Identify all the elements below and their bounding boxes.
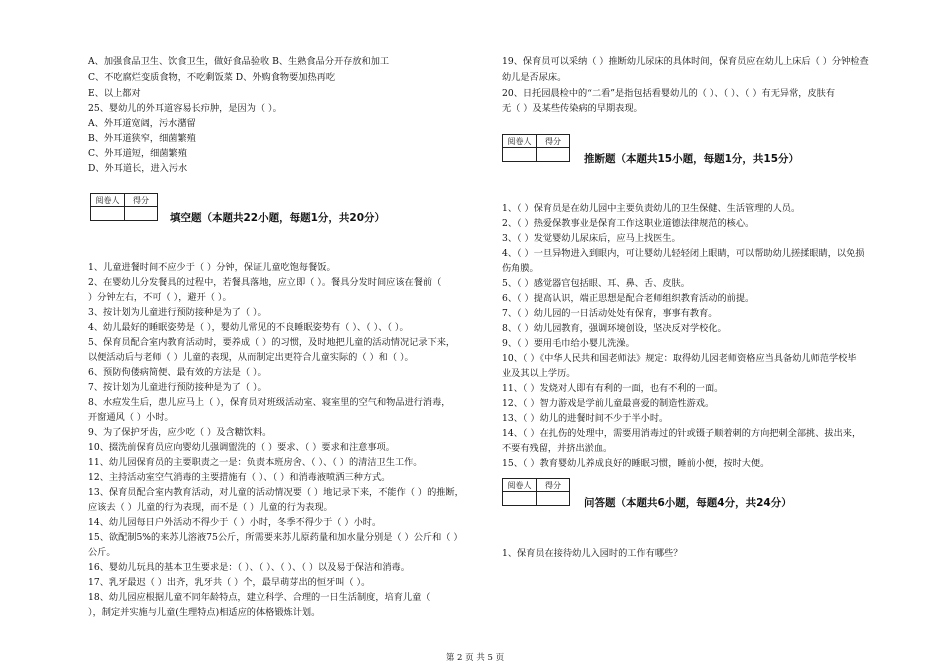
question-line: 1、儿童进餐时间不应少于（ ）分钟，保证儿童吃饱每餐饭。 bbox=[88, 262, 336, 273]
question-line: 11、（ ）发烧对人即有有利的一面，也有不利的一面。 bbox=[502, 383, 724, 394]
question-line: 7、（ ）幼儿园的一日活动处处有保育，事事有教育。 bbox=[502, 308, 718, 319]
question-line: 16、婴幼儿玩具的基本卫生要求是：（ ）、（ ）、（ ）、（ ）以及易于保洁和消毒。 bbox=[88, 562, 410, 573]
option-line: A、加强食品卫生、饮食卫生，做好食品验收 B、生熟食品分开存放和加工 bbox=[88, 56, 390, 67]
question-line: 4、幼儿最好的睡眠姿势是（ ），婴幼儿常见的不良睡眠姿势有（ ）、（ ）、（ ）。 bbox=[88, 322, 409, 333]
question-line: 13、保育员配合室内教育活动，对儿童的活动情况要（ ）地记录下来，不能作（ ）的推断， bbox=[88, 487, 464, 498]
question-line: 7、按计划为儿童进行预防接种是为了（ ）。 bbox=[88, 382, 267, 393]
question-line: 业及其以上学历。 bbox=[502, 368, 576, 379]
question-line: 18、幼儿园应根据儿童不同年龄特点，建立科学、合理的一日生活制度，培育儿童（ bbox=[88, 592, 431, 603]
question-line: 8、水痘发生后，患儿应马上（ ），保育员对班级活动室、寝室里的空气和物品进行消毒， bbox=[88, 397, 451, 408]
question-line: 6、预防佝偻病简便、最有效的方法是（ ）。 bbox=[88, 367, 267, 378]
question-line: 14、幼儿园每日户外活动不得少于（ ）小时，冬季不得少于（ ）小时。 bbox=[88, 517, 382, 528]
score-cell bbox=[125, 207, 157, 220]
question-line: 幼儿是否尿床。 bbox=[502, 72, 567, 83]
question-line: 伤角膜。 bbox=[502, 263, 539, 274]
section-title-judge: 推断题（本题共15小题，每题1分，共15分） bbox=[584, 153, 800, 165]
question-line: 1、（ ）保育员是在幼儿园中主要负责幼儿的卫生保健、生活管理的人员。 bbox=[502, 203, 801, 214]
question-line: 不要有残留，并挤出淤血。 bbox=[502, 443, 613, 454]
question-line: 以便活动后与老师（ ）儿童的表现，从而制定出更符合儿童实际的（ ）和（ ）。 bbox=[88, 352, 414, 363]
question-line: 13、（ ）幼儿的进餐时间不少于半小时。 bbox=[502, 413, 669, 424]
question-line: 2、在婴幼儿分发餐具的过程中，若餐具落地，应立即（ ）。餐具分发时间应该在餐前（ bbox=[88, 277, 442, 288]
option-line: E、以上都对 bbox=[88, 88, 141, 99]
reviewer-cell bbox=[91, 207, 125, 220]
question-line: 9、为了保护牙齿，应少吃（ ）及含糖饮料。 bbox=[88, 427, 272, 438]
question-line: 4、（ ）一旦异物进入到眼内，可让婴幼儿轻轻闭上眼睛，可以帮助幼儿搓揉眼睛，以免损 bbox=[502, 248, 865, 259]
section-title-qa: 问答题（本题共6小题，每题4分，共24分） bbox=[584, 497, 792, 509]
question-line: 17、乳牙最迟（ ）出齐，乳牙共（ ）个，最早萌芽出的恒牙叫（ ）。 bbox=[88, 577, 371, 588]
score-box bbox=[90, 193, 158, 221]
option-line: B、外耳道狭窄，细菌繁殖 bbox=[88, 133, 196, 144]
score-label: 得分 bbox=[537, 479, 569, 492]
score-box bbox=[502, 478, 570, 506]
question-line: 10、掇洗前保育员应向婴幼儿强调盥洗的（ ）要求、（ ）要求和注意事项。 bbox=[88, 442, 395, 453]
question-line: 公斤。 bbox=[88, 547, 116, 558]
question-line: 6、（ ）提高认识，端正思想是配合老师组织教育活动的前提。 bbox=[502, 293, 755, 304]
question-line: 11、幼儿园保育员的主要职责之一是：负责本班房舍、（ ）、（ ）的清洁卫生工作。 bbox=[88, 457, 423, 468]
question-line: 10、（ ）《中华人民共和国老师法》规定：取得幼儿园老师资格应当具备幼儿师范学校毕 bbox=[502, 353, 857, 364]
option-line: C、外耳道短，细菌繁殖 bbox=[88, 148, 187, 159]
score-box bbox=[502, 134, 570, 162]
question-line: 14、（ ）在扎伤的处理中，需要用消毒过的针或镊子顺着刺的方向把刺全部挑、拔出来， bbox=[502, 428, 862, 439]
section-title-fill: 填空题（本题共22小题，每题1分，共20分） bbox=[170, 212, 386, 224]
question-line: 2、（ ）热爱保教事业是保育工作这职业道德法律规范的核心。 bbox=[502, 218, 755, 229]
question-line: 5、（ ）感觉器官包括眼、耳、鼻、舌、皮肤。 bbox=[502, 278, 690, 289]
question-line: 1、保育员在接待幼儿入园时的工作有哪些？ bbox=[502, 548, 683, 559]
option-line: C、不吃腐烂变质食物，不吃剩饭菜 D、外购食物要加热再吃 bbox=[88, 72, 336, 83]
question-line: 8、（ ）幼儿园教育，强调环境创设，坚决反对学校化。 bbox=[502, 323, 727, 334]
question-line: 19、保育员可以采纳（ ）推断幼儿尿床的具体时间，保育员应在幼儿上床后（ ）分钟检查 bbox=[502, 56, 869, 67]
question-line: 3、（ ）发觉婴幼儿尿床后，应马上找医生。 bbox=[502, 233, 681, 244]
option-line: A、外耳道宽阔，污水潴留 bbox=[88, 118, 196, 129]
question-line: 无（ ）及某些传染病的早期表现。 bbox=[502, 103, 643, 114]
question-line: 15、欲配制5%的来苏儿溶液75公斤，所需要来苏儿原药量和加水量分别是（ ）公斤和（ ） bbox=[88, 532, 463, 543]
question-line: 开窗通风（ ）小时。 bbox=[88, 412, 174, 423]
reviewer-cell bbox=[503, 492, 537, 505]
question-line: 15、（ ）教育婴幼儿养成良好的睡眠习惯，睡前小便，按时大便。 bbox=[502, 458, 770, 469]
question-line: 3、按计划为儿童进行预防接种是为了（ ）。 bbox=[88, 307, 267, 318]
question-line: ）分钟左右，不可（ ），避开（ ）。 bbox=[88, 292, 232, 303]
option-line: D、外耳道长，进入污水 bbox=[88, 163, 188, 174]
reviewer-cell bbox=[503, 148, 537, 161]
question-line: 应该去（ ）儿童的行为表现，而不是（ ）儿童的行为表现。 bbox=[88, 502, 333, 513]
score-label: 得分 bbox=[537, 135, 569, 148]
question-line: 20、日托园晨检中的“二看”是指包括看婴幼儿的（ ）、（ ）、（ ）有无异常，皮肤有 bbox=[502, 88, 836, 99]
reviewer-label: 阅卷人 bbox=[503, 479, 537, 492]
question-line: 12、主持活动室空气消毒的主要措施有（ ）、（ ）和消毒液喷洒三种方式。 bbox=[88, 472, 391, 483]
reviewer-label: 阅卷人 bbox=[91, 194, 125, 207]
question-line: ），制定并实施与儿童(生理特点)相适应的体格锻炼计划。 bbox=[88, 607, 321, 618]
question-line: 9、（ ）要用毛巾给小婴儿洗澡。 bbox=[502, 338, 635, 349]
question-line: 12、（ ）智力游戏是学前儿童最喜爱的制造性游戏。 bbox=[502, 398, 715, 409]
page-footer: 第 2 页 共 5 页 bbox=[445, 653, 505, 663]
question-line: 5、保育员配合室内教育活动时，要养成（ ）的习惯，及时地把儿童的活动情况记录下来， bbox=[88, 337, 456, 348]
score-cell bbox=[537, 492, 569, 505]
score-cell bbox=[537, 148, 569, 161]
reviewer-label: 阅卷人 bbox=[503, 135, 537, 148]
question-line: 25、婴幼儿的外耳道容易长疖肿，是因为（ ）。 bbox=[88, 103, 282, 114]
score-label: 得分 bbox=[125, 194, 157, 207]
